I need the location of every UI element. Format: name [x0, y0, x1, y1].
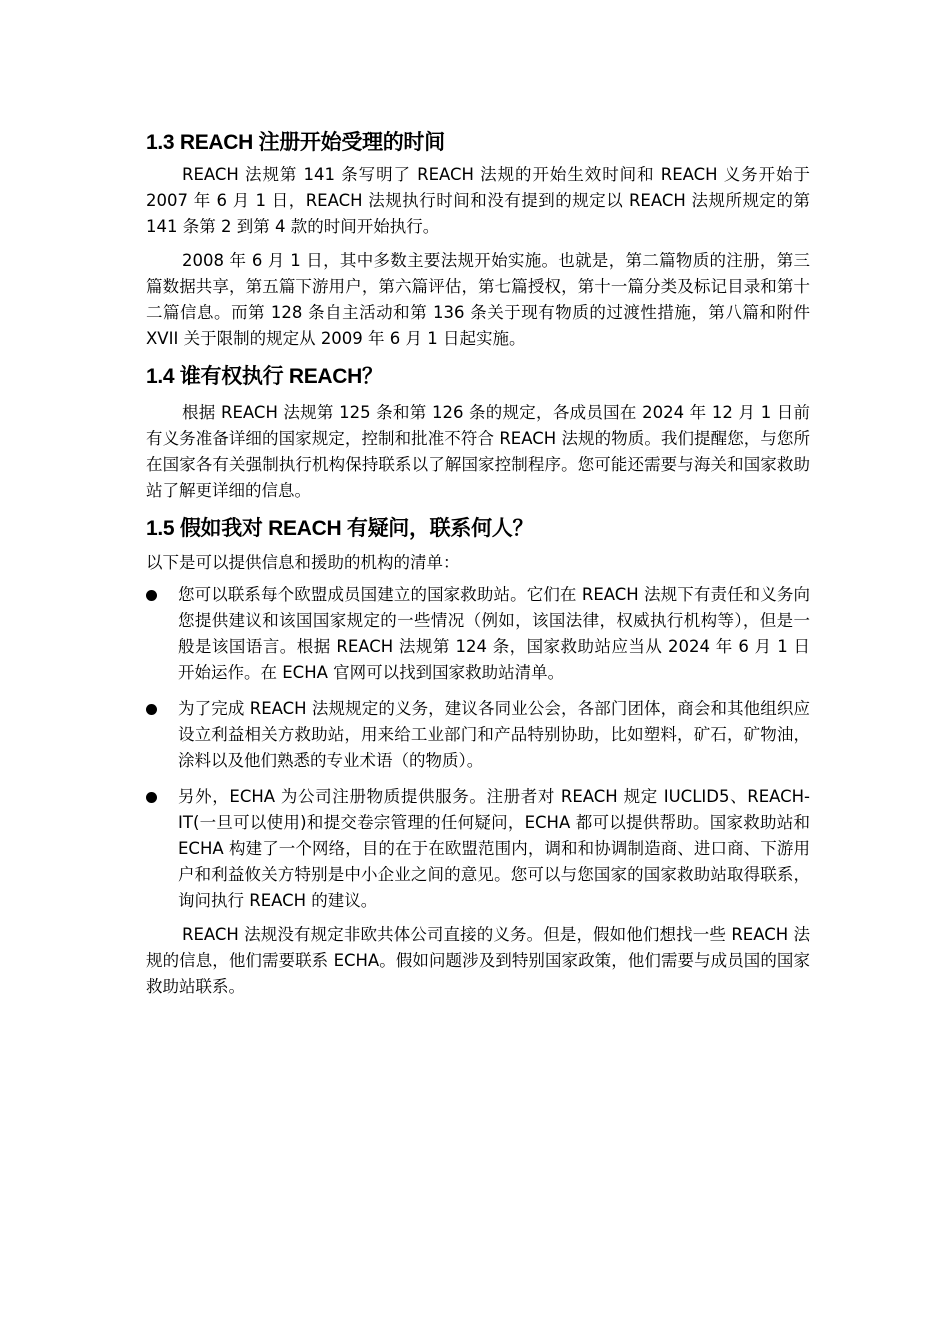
list-item-text: 另外，ECHA 为公司注册物质提供服务。注册者对 REACH 规定 IUCLID5、REACH-IT(一旦可以使用)和提交卷宗管理的任何疑问，ECHA 都可以提供帮助。国家救助站和 ECHA 构建了一个网络，目的在于在欧盟范围内，调和和协调制造商、进口商、下游用户和利益攸关方特别是中小企业之间的意见。您可以与您国家的国家救助站取得联系，询问执行 REACH 的建议。: [178, 787, 810, 910]
list-item: [146, 784, 810, 914]
bullet-icon: [146, 704, 157, 715]
section-heading-1-4: 1.4 谁有权执行 REACH？: [146, 365, 383, 388]
list-item-text: 您可以联系每个欧盟成员国建立的国家救助站。它们在 REACH 法规下有责任和义务向您提供建议和该国国家规定的一些情况（例如，该国法律，权威执行机构等），但是一般是该国语言。根据 REACH 法规第 124 条，国家救助站应当从 2024 年 6 月 1 日开始运作。在 ECHA 官网可以找到国家救助站清单。: [178, 585, 810, 682]
paragraph-reach-effective-date: REACH 法规第 141 条写明了 REACH 法规的开始生效时间和 REACH 义务开始于 2007 年 6 月 1 日，REACH 法规执行时间和没有提到的规定以 REACH 法规所规定的第 141 条第 2 到第 4 款的时间开始执行。: [146, 165, 810, 236]
bullet-icon: [146, 792, 157, 803]
list-item: [146, 582, 810, 686]
paragraph-non-eu-companies: REACH 法规没有规定非欧共体公司直接的义务。但是，假如他们想找一些 REACH 法规的信息，他们需要联系 ECHA。假如问题涉及到特别国家政策，他们需要与成员国的国家救助站联系。: [146, 925, 810, 996]
list-item: [146, 696, 810, 774]
paragraph-contact-intro: 以下是可以提供信息和援助的机构的清单：: [146, 553, 460, 572]
document-page: [146, 128, 810, 1000]
bullet-icon: [146, 590, 157, 601]
paragraph-enforcement: 根据 REACH 法规第 125 条和第 126 条的规定，各成员国在 2024 年 12 月 1 日前有义务准备详细的国家规定，控制和批准不符合 REACH 法规的物质。我们提醒您，与您所在国家各有关强制执行机构保持联系以了解国家控制程序。您可能还需要与海关和国家救助站了解更详细的信息。: [146, 403, 810, 500]
contact-list: [146, 582, 810, 914]
list-item-text: 为了完成 REACH 法规规定的义务，建议各同业公会，各部门团体，商会和其他组织应设立利益相关方救助站，用来给工业部门和产品特别协助，比如塑料，矿石，矿物油，涂料以及他们熟悉的专业术语（的物质）。: [178, 699, 810, 770]
section-heading-1-3: 1.3 REACH 注册开始受理的时间: [146, 131, 445, 154]
section-heading-1-5: 1.5 假如我对 REACH 有疑问，联系何人？: [146, 517, 534, 540]
paragraph-reach-implementation-schedule: 2008 年 6 月 1 日，其中多数主要法规开始实施。也就是，第二篇物质的注册，第三篇数据共享，第五篇下游用户，第六篇评估，第七篇授权，第十一篇分类及标记目录和第十二篇信息。而第 128 条自主活动和第 136 条关于现有物质的过渡性措施，第八篇和附件 XVII 关于限制的规定从 2009 年 6 月 1 日起实施。: [146, 251, 810, 348]
